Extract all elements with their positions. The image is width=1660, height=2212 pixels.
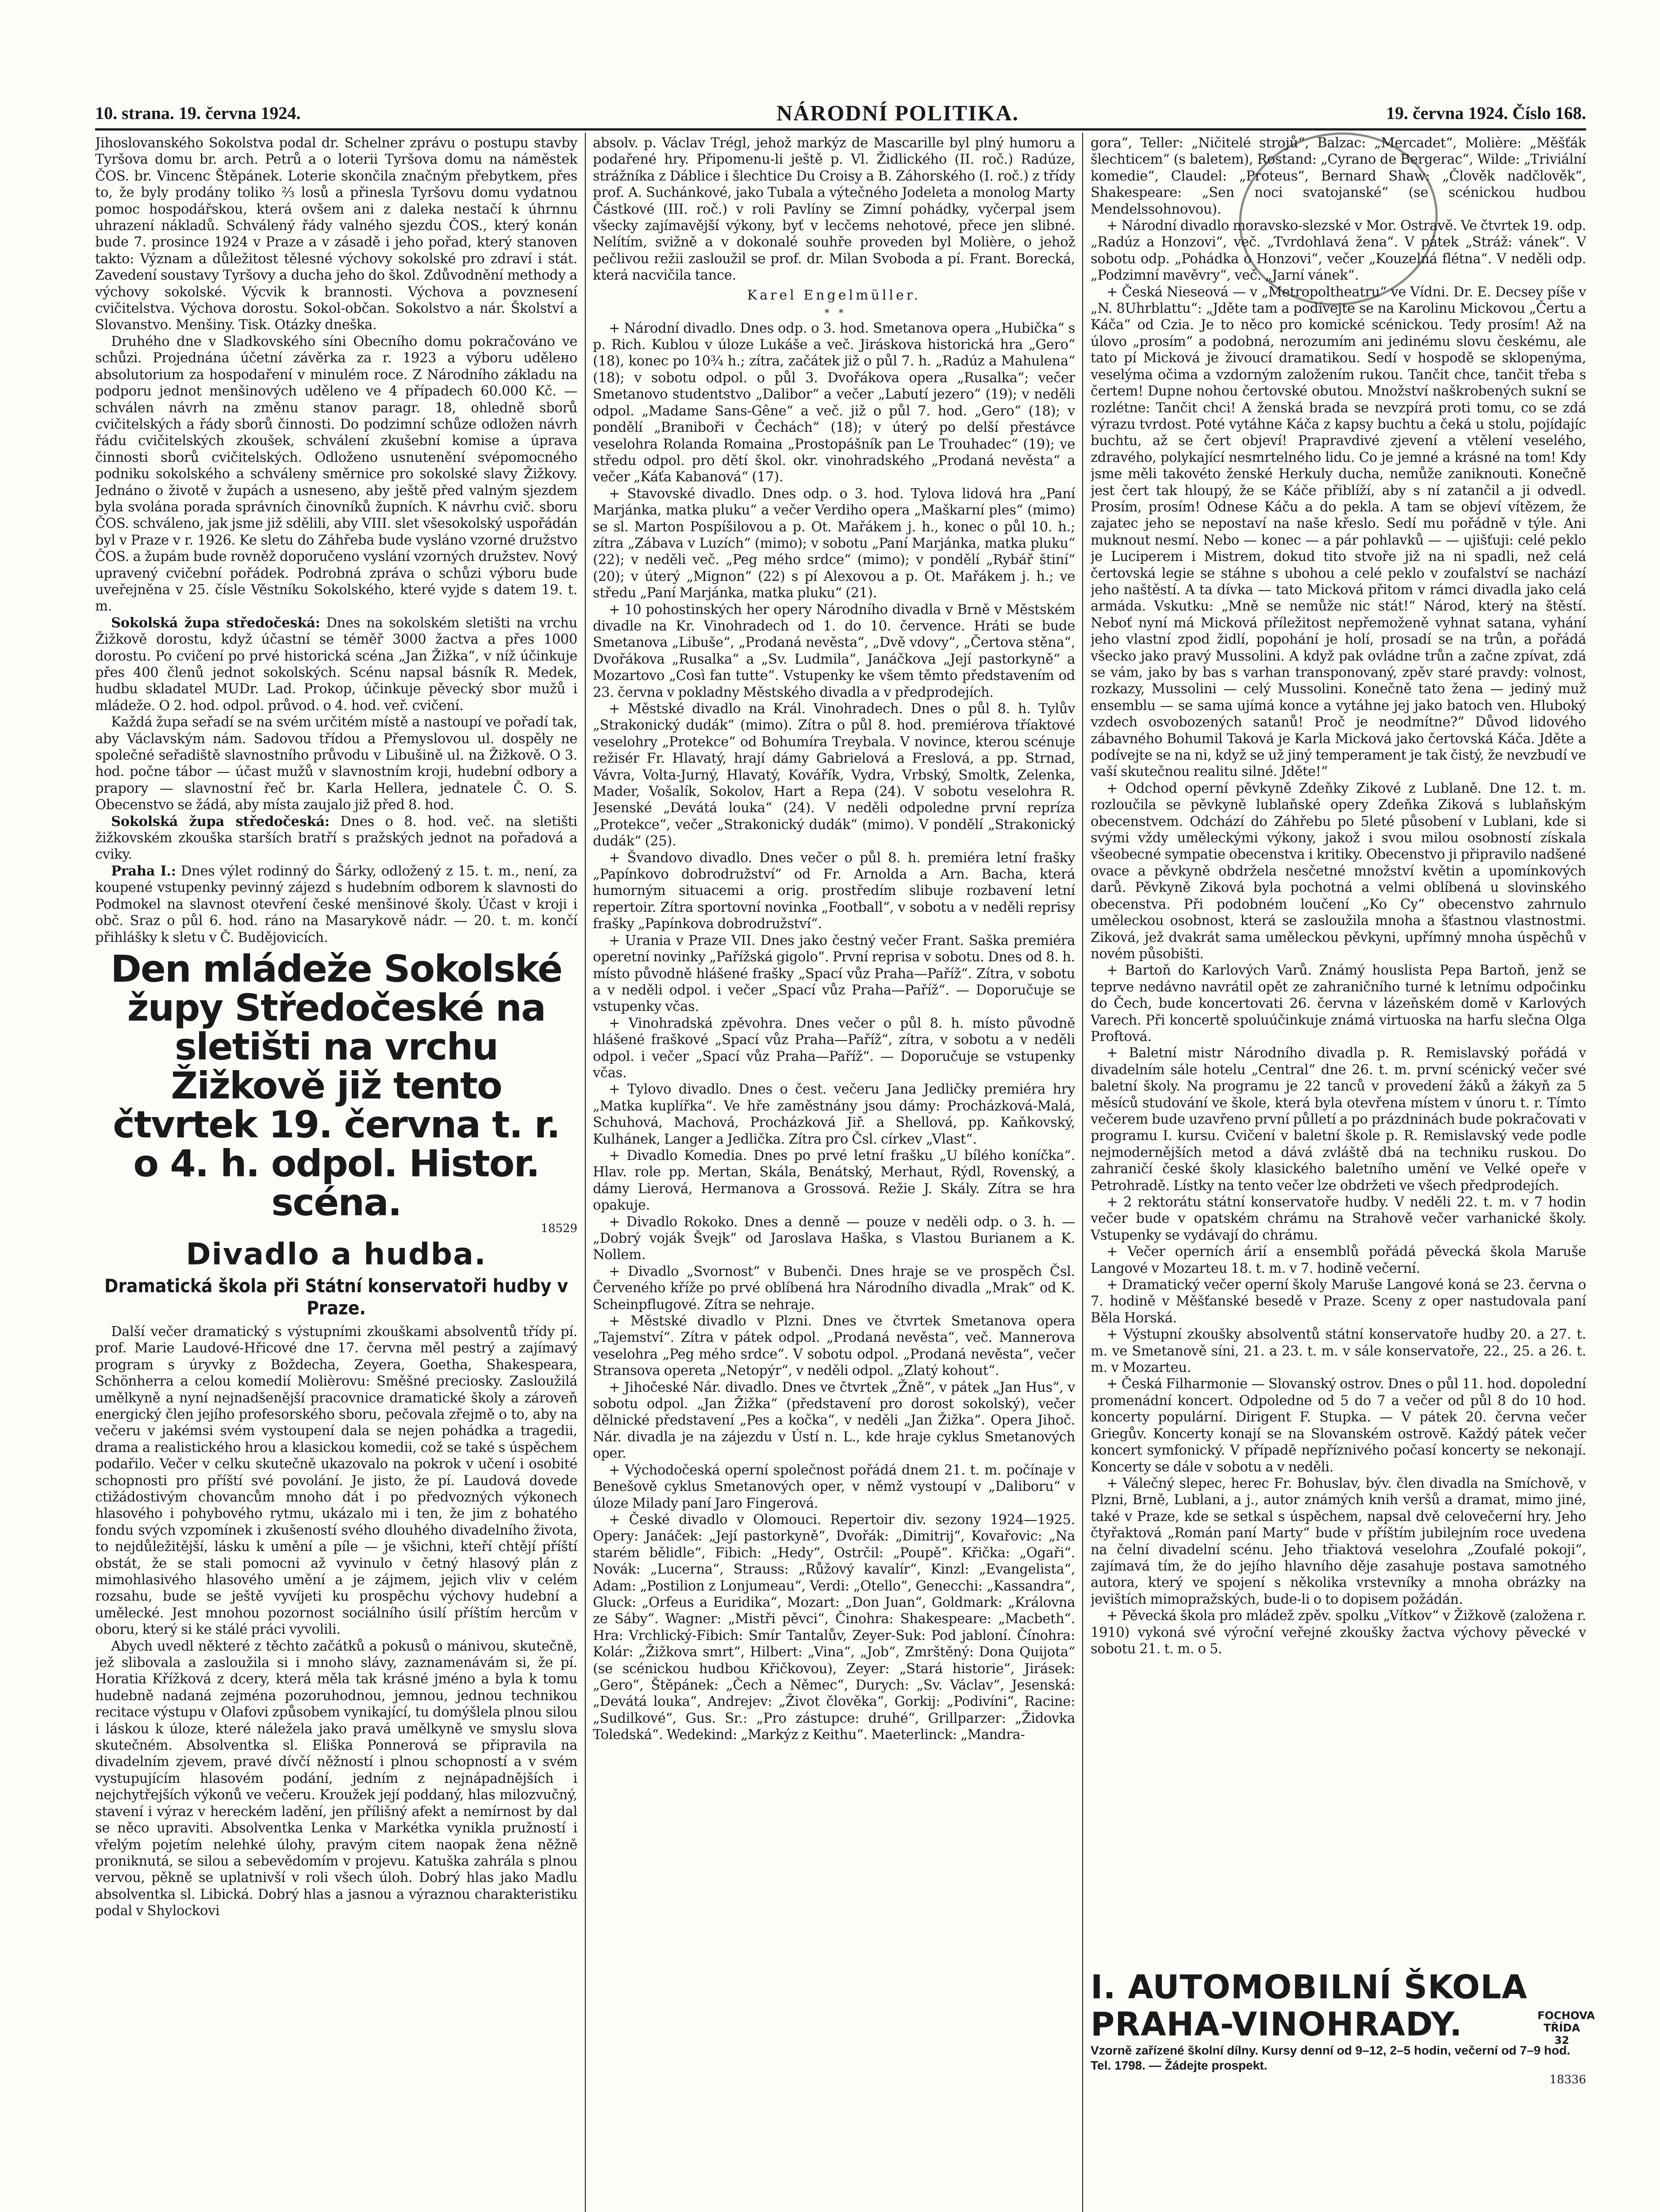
theatre-notice: + Jihočeské Nár. divadlo. Dnes ve čtvrtek „Žně“, v pátek „Jan Hus“, v sobotu odpol. „Jan Žižka“ (představení pro dorost sokolský), večer dělnické představení „Pes a kočka“, v neděli „Jan Žižka“. Opera Jihoč. Nár. divadla je na zájezdu v Ústí n. L., kde hraje cyklus Smetanových oper. — [593, 1379, 1075, 1462]
news-text: Dnes o 8. hod. več. na sletišti žižkovském zkouška starších bratří s pražských jednot na pořadová a cviky. — [95, 814, 577, 863]
theatre-notice: + Válečný slepec, herec Fr. Bohuslav, býv. člen divadla na Smíchově, v Plzni, Brně, Lublani, a j., autor známých knih veršů a dramat, mimo jiné, také v Praze, kde se setkal s úspěchem, napsal dvě celovečerní hry. Jeho čtyřaktová „Román paní Marty“ bude v příštím jubilejním roce uvedena na čelní divadelní scénu. Jeho třiaktová veselohra „Zoufalé pokoji“, zajímavá tím, že do jejího hlavního děje zasahuje postava samotného autora, který ve spojení s několika vrstevníky a mnoha obrázky na jevištích mimopražských, bude-li o to dopisem požádán. — [1091, 1475, 1586, 1607]
theatre-notice: + Národní divadlo moravsko-slezské v Mor. Ostravě. Ve čtvrtek 19. odp. „Radúz a Honzovi“, več. „Tvrdohlavá žena“. V pátek „Stráž: vánek“. V sobotu odp. „Pohádka o Honzovi“, večer „Kouzelná flétna“. V neděli odp. „Podzimní mavěvry“, več. „Jarní vánek“. — [1091, 218, 1586, 284]
theatre-notice: + 10 pohostinských her opery Národního divadla v Brně v Městském divadle na Kr. Vinohradech od 1. do 10. července. Hráti se bude Smetanova „Libuše“, „Prodaná nevěsta“, „Dvě vdovy“, „Čertova stěna“, Dvořákova „Rusalka“ a „Sv. Ludmila“, Janáčkova „Její pastorkyně“ a Mozartovo „Così fan tutte“. Vstupenky ke všem těmto představením od 23. června v pokladny Městského divadla a v předprodejích. — [593, 602, 1075, 700]
theatre-notice: + Bartoň do Karlových Varů. Známý houslista Pepa Bartoň, jenž se teprve nedávno navrátil opět ze zahraničního turné k letnímu odpočinku do Čech, bude koncertovati 26. června v lázeňském domě v Karlových Varech. Při koncertě spoluúčinkuje známá virtuoska na harfu slečna Olga Proftová. — [1091, 963, 1586, 1045]
ad-number: 18529 — [541, 1221, 577, 1235]
header-page-date: 10. strana. 19. června 1924. — [95, 103, 301, 123]
news-heading: Sokolská župa středočeská: — [111, 614, 320, 631]
theatre-notice: + České divadlo v Olomouci. Repertoir div. sezony 1924—1925. Opery: Janáček: „Její pastorkyně“, Dvořák: „Dimitrij“, Kovařovic: „Na starém bělidle“, Fibich: „Hedy“, Ostrčil: „Poupě“. Křička: „Ogaři“. Novák: „Lucerna“, Strauss: „Růžový kavalír“, Kinzl: „Evangelista“, Adam: „Postilion z Lonjumeau“, Verdi: „Otello“, Genecchi: „Kassandra“, Gluck: „Orfeus a Euridika“, Mozart: „Don Juan“, Goldmark: „Královna ze Sáby“. Wagner: „Mistři pěvci“, Činohra: Shakespeare: „Macbeth“. Hra: Vrchlický-Fibich: Smír Tantalův, Zeyer-Suk: Pod jabloní. Čínohra: Kolár: „Žižkova smrt“, Hilbert: „Vina“, „Job“, Zmrštěný: Dona Quijota“ (se scénickou hudbou Křičkovou), Zeyer: „Stará historie“, Jirásek: „Gero“, Štěpánek: „Čech a Němec“, Durych: „Sv. Václav“, Jesenská: „Devátá louka“, Andrejev: „Život člověka“, Gorkij: „Podivíni“, Racine: „Sudilkové“, Gus. Sr.: „Pro zástupce: druhé“, Grillparzer: „Židovka Toledská“. Wedekind: „Markýz z Keithu“. Maeterlinck: „Mandra- — [593, 1512, 1075, 1743]
sokol-youth-day-ad: Den mládeže Sokolské župy Středočeské na sletišti na vrchu Žižkově již tento čtvrtek 19. června t. r. o 4. h. odpol. Histor. scéna. — [111, 947, 562, 1224]
column-1 — [95, 135, 577, 2212]
theatre-notice: + 2 rektorátu státní konservatoře hudby. V neděli 22. t. m. v 7 hodin večer bude v opatském chrámu na Strahově večer varhanické školy. Vstupenky se vydávají do chrámu. — [1091, 1194, 1586, 1243]
column-divider — [1082, 133, 1083, 2212]
theatre-notice: + Východočeská operní společnost pořádá dnem 21. t. m. počínaje v Benešově cyklus Smetanových oper, v němž vystoupí v „Daliboru“ v úloze Milady paní Jaro Fingerová. — [593, 1462, 1075, 1511]
author-signature: Karel Engelmüller. — [747, 287, 921, 303]
driving-school-ad — [1091, 1968, 1595, 2101]
theatre-notice: + Česká Nieseová — v „Metropoltheatru“ ve Vídni. Dr. E. Decsey píše v „N. 8Uhrblattu“: „Jděte tam a podívejte se na Karolinu Mickovou „Čertu a Káča“ od Czia. Je to něco pro komické scénickou. Tedy prosím! Až na úlovo „prosím“ a podobná, nerozumím ani jedinému slovu českému, ale tato pí Micková je živoucí dramatikou. Sedí v hospodě se sklopenýma, veselýma očima a vzdorným založením rukou. Tančit chce, tančit třeba s čertem! Dupne nohou čertovské obutou. Množství naškrobených sukní se rozlétne: Tančit chci! A ženská brada se nevzpírá proti tomu, co se zdá výrazu tvrdost. Poté vytáhne Káča z kapsy buchtu a čeká u stolu, pojídajíc buchtu, až se čert objeví! Prapravdivé zjevení a vtělení veselého, zdravého, polykající nesmrtelného lidu. Co je jemné a krásné na tom! Kdy jsme měli takovéto ženské Herkuly ducha, nemůže zaniknouti. Konečně jest čert tak hloupý, že se Káče přiblíží, aby s ní zatančil a ji odvedl. Prosím, prosím! Odnese Káču a do pekla. A tam se objeví vítězem, že zajatec jeho se nepostaví na naše křeslo. Sedí mu pořádně v týle. Ani muknout nesmí. Nebo — konec — a pár pohlavků — — ujišťuji: celé peklo je Luciperem i Mistrem, dokud tito stvoře již na ni spadli, než celá čertovská legie se stáhne s ubohou a celé peklo v zoufalství se nachází jeho naštěstí. A ta dívka — tato Micková přitom v rámci divadla jako celá armáda. Vskutku: „Mně se nemůže nic stát!“ Národ, který na štěstí. Neboť nyní má Micková příležitost nepřemoženě vyhnat satana, vyhání jeho vlastní zpod židlí, popohání je holí, prosadí se na trůn, a pořádá všecko jako pravý Mussolini. A když pak ovládne trůn a začne zpívat, zdá se vám, jako by bas s varhan transponovaný, zpěv staré pravdy: volnost, rozkazy, Mussolini — celý Mussolini. Konečně tato žena — jediný muž ensemblu — se sama ujímá konce a vytáhne jej jako batoch ven. Hluboký vzdech osvobozených satanů! Proč je neodmítne?“ Důvod lidového zábavného Bohumil Taková je Karla Micková jako čertovská Káča. Jděte a podívejte se na ni, když se už jiný temperament je tak čistý, že nevzbudí ve vaší skutečnou realitu silné. Jděte!“ — [1091, 284, 1586, 780]
section-title: Divadlo a hudba. — [186, 1237, 487, 1272]
article-paragraph: Abych uvedl některé z těchto začátků a pokusů o mánivou, skutečně, jež slibovala a zasloužila si i mnoho slávy, zaznamenávám si, že pí. Horatia Křížková z dcery, která měla tak krásné jméno a byla k tomu hudebně nadaná zejména pozoruhodnou, jemnou, jednou technikou recitace výstupu v Olafovi způsobem vynikající, tu domýšlela plnou silou i láskou k úloze, které náležela jako pravá umělkyně ve smyslu slova skutečném. Absolventka sl. Eliška Ponnerová se připravila na divadelním zjevem, pravé dívčí něžností i plnou schopností a v svém vystupujícím hlasovém podání, jedním z nejnápadnějších i nejchytřejších výkonů ve večeru. Kroužek její poddaný, hlas milozvučný, stavení i výraz v hereckém ladění, jen přílišný afekt a nemírnost by dal se něco upraviti. Absolventka Lenka v Markétka vynikla pružností i vřelým pojetím nelehké úlohy, pravým citem naopak žena něžně proniknutá, se silou a sebevědomím v projevu. Katuška zahrála s plnou vervou, pěkně se uplatnivší v roli všech úloh. Dobrý hlas jako Madlu absolventka sl. Libická. Dobrý hlas a jasnou a výraznou charakteristiku podal v Shylockovi — [95, 1638, 577, 1919]
theatre-notice: + Městské divadlo v Plzni. Dnes ve čtvrtek Smetanova opera „Tajemství“. Zítra v pátek odpol. „Prodaná nevěsta“, več. Mannerova veselohra „Peg mého srdce“. V sobotu odpol. „Prodaná nevěsta“, večer Stransova opereta „Netopýr“, v neděli odpol. „Zlatý kohout“. — [593, 1313, 1075, 1379]
article-paragraph: absolv. p. Václav Trégl, jehož markýz de Mascarille byl plný humoru a podařené hry. Připomenu-li ještě p. Vl. Židlického (II. roč.) Radúze, strážníka z Dáblice i šlechtice Du Croisy a B. Záhorského (I. roč.) z třídy prof. A. Suchánkové, jako Tubala a výtečného Jodeleta a monolog Marty Částkové (III. roč.) v roli Pavlíny se Zimní pohádky, vyčerpal jsem všecky zajímavější výkony, byť v lecčems nehotové, přece jen slibné. Nelítím, svižně a v dokonalé souhře proveden byl Molière, o jehož pečlivou režii zasloužil se prof. dr. Milan Svoboda a pí. Frant. Borecká, která nacvičila tance. — [593, 135, 1075, 284]
theatre-notice: + Stavovské divadlo. Dnes odp. o 3. hod. Tylova lidová hra „Paní Marjánka, matka pluku“ a večer Verdiho opera „Maškarní ples“ (mimo) se sl. Marton Pospíšilovou a p. Ot. Mařákem j. h., konec o půl 10. h.; zítra „Zábava v Luzích“ (mimo); v sobotu „Paní Marjánka, matka pluku“ (22); v neděli več. „Peg mého srdce“ (mimo); v pondělí „Rybář štiní“ (20); v úterý „Mignon“ (22) s pí Alexovou a p. Ot. Mařákem j. h.; ve středu „Paní Marjánka, matka pluku“ (21). — [593, 486, 1075, 601]
news-heading: Praha I.: — [111, 863, 176, 879]
theatre-notice: + Švandovo divadlo. Dnes večer o půl 8. h. premiéra letní frašky „Papínkovo dobrodružství“ od Fr. Arnolda a Arn. Bacha, která humorným situacemi a orig. prostředím slibuje rozbavení letní repertoir. Zítra sportovní novinka „Football“, v sobotu a v neděli reprisy frašky „Papínkova dobrodružství“. — [593, 850, 1075, 932]
theatre-notice: + Baletní mistr Národního divadla p. R. Remislavský pořádá v divadelním sále hotelu „Central“ dne 26. t. m. první scénický večer své baletní školy. Na programu je 22 tanců v provedení žáků a žákyň za 5 měsíců studování ve škole, která byla otevřena místem v únoru t. r. Tímto večerem bude uzavřeno první půlletí a po prázdninách bude pokračovati v programu I. kursu. Cvičení v baletní škole p. R. Remislavský vede podle nejmodernějších metod a dává zvláště dbá na techniku ruskou. Do zahraničí české školy klasického baletního umění ve Velké opeře v Petrohradě. Lístky na tento večer lze obdržeti ve všech předprodejích. — [1091, 1045, 1586, 1194]
header-date-issue: 19. června 1924. Číslo 168. — [1386, 103, 1586, 123]
news-text: Dnes na sokolském sletišti na vrchu Žižkově dorostu, když účastní se téměř 3000 žactva a přes 1000 dorostu. Po cvičení po prvé historická scéna „Jan Žižka“, v níž účinkuje přes 400 členů jednot sokolských. Scénu napsal básník R. Medek, hudbu skladatel MUDr. Lad. Prokop, účinkuje pěvecký sbor mužů i mládeže. O 2. hod. odpol. průvod. o 4. hod. veř. cvičení. — [95, 615, 577, 714]
theatre-notice: + Divadlo Komedia. Dnes po prvé letní frašku „U bílého koníčka“. Hlav. role pp. Mertan, Skála, Benátský, Merhaut, Rýdl, Rovenský, a dámy Lierová, Hermanova a Grossová. Režie J. Skály. Zítra se hra opakuje. — [593, 1148, 1075, 1214]
column-3 — [1091, 135, 1586, 1966]
article-title: Dramatická škola při Státní konservatoři hudby v Praze. — [104, 1275, 568, 1319]
header-masthead: NÁRODNÍ POLITIKA. — [776, 100, 1019, 125]
news-text: Dnes výlet rodinný do Šárky, odložený z 15. t. m., není, za koupené vstupenky pevinný zájezd s hudebním odborem k slavnosti do Podmokel na slavnost otevření české menšinové školy. Účast v kroji i obč. Sraz o půl 6. hod. ráno na Masarykově nádr. — 20. t. m. končí přihlášky k sletu v Č. Budějovicích. — [95, 863, 577, 945]
ad-address: FOCHOVA TŘÍDA 32 — [1537, 2009, 1595, 2047]
article-paragraph: Další večer dramatický s výstupními zkouškami absolventů třídy pí. prof. Marie Laudové-Hřicové dne 17. června měl pestrý a zajímavý program s úryvky z Boždecha, Zeyera, Goetha, Shakespeara, Schönherra a celou komedií Molièrovu: Směšné preciosky. Zasloužilá umělkyně a nyní nejnadšenější pracovnice dramatické školy a zároveň energický člen jejího profesorského sboru, pečovala zřejmě o to, aby na večeru v jakémsi svém vystoupení dala se nejen pohádka a tragedii, drama a realistického hrou a klasickou komedii, což se také s úspěchem podařilo. Večer v celku skutečně ukazovalo na pokrok v učení i osobité schopnosti pro příští své povolání. Je jisto, že pí. Laudová dovede ctižádostivým chovancům mnoho dát i po předvozných výkonech hlasového i pohybového rytmu, ukázalo mi i ten, že jim z bohatého fondu svých vzpomínek i zkušeností svého dlouhého divadelního života, to nejdůležitější, lásku k umění a píle — je všichni, kteří chtějí příští obstát, že se stali pomocni až vyvinulo v četný hlasový plán z mimohlasivého hlasového umění a je zájmem, jejich vliv v celém rozsahu, bude se ještě vyvíjeti ku prospěchu výchovy hudební a umělecké. Jest mnohou pozornost sociálního úsilí příštím hercům v oboru, který si ke stálé práci vyvolili. — [95, 1324, 577, 1638]
article-paragraph: gora“, Teller: „Ničitelé strojů“, Balzac: „Mercadet“, Molière: „Měšťák šlechticem“ (s baletem), Rostand: „Cyrano de Bergerac“, Wilde: „Triviální komedie“, Claudel: „Proteus“, Bernard Shaw: „Člověk nadčlověk“, Shakespeare: „Sen noci svatojanské“ (se scénickou hudbou Mendelssohnovou). — [1091, 135, 1586, 217]
ad-number: 18336 — [1549, 2073, 1586, 2086]
theatre-notice: + Urania v Praze VII. Dnes jako čestný večer Frant. Saška premiéra operetní novinky „Pařížská gigolo“. První reprisa v sobotu. Dnes od 8. h. místo původně hlášené frašky „Spací vůz Praha—Paříž“. Zítra, v sobotu a v neděli odpol. i večer „Spací vůz Praha—Paříž“. — Doporučuje se vstupenky včas. — [593, 933, 1075, 1015]
article-paragraph: Každá župa seřadí se na svém určitém místě a nastoupí ve pořadí tak, aby Václavským nám. Sadovou třídou a Přemyslovou ul. dospěly ne společné seřadiště slavnostního průvodu v Libušině ul. na Žižkově. O 3. hod. počne tábor — účast mužů v slavnostním kroji, hudební odbory a prapory — slavnostní řeč br. Karla Hellera, jednatele Č. O. S. Obecenstvo se žádá, aby místa zaujalo již před 8. hod. — [95, 714, 577, 813]
theatre-notice: + Městské divadlo na Král. Vinohradech. Dnes o půl 8. h. Tylův „Strakonický dudák“ (mimo). Zítra o půl 8. hod. premiérova tříaktové veselohry „Protekce“ od Bohumíra Treybala. V novince, kterou scénuje režisér Fr. Hlavatý, hrají dámy Gabrielová a Freslová, a pp. Strnad, Vávra, Volta-Jurný, Hlavatý, Kovářík, Vydra, Vrbský, Smoltk, Zelenka, Mader, Vošalík, Sokolov, Hart a Repa (24). V sobotu veselohra R. Jesenské „Devátá louka“ (24). V neděli odpoledne první repríza „Protekce“, večer „Strakonický dudák“ (mimo). V pondělí „Strakonický dudák“ (25). — [593, 701, 1075, 849]
theatre-notice: + Národní divadlo. Dnes odp. o 3. hod. Smetanova opera „Hubička“ s p. Rich. Kublou v úloze Lukáše a več. Jiráskova historická hra „Gero“ (18), konec po 10¾ h.; zítra, začátek již o půl 7. h. „Radúz a Mahulena“ (18); v sobotu odpol. o půl 3. Dvořákova opera „Rusalka“; večer Smetanovo studentstvo „Dalibor“ a večer „Labutí jezero“ (19); v neděli odpol. „Madame Sans-Gêne“ a več. již o půl 7. hod. „Gero“ (18); v pondělí „Braniboři v Čechách“ (18); v úterý po delší přestávce veselohra Rolanda Romaina „Prostopášník pan Le Trouhadec“ (19); ve středu odpol. pro dětí škol. okr. vinohradského „Prodaná nevěsta“ a večer „Káťa Kabanová“ (17). — [593, 320, 1075, 485]
ad-location: PRAHA-VINOHRADY. — [1091, 2005, 1463, 2043]
article-paragraph: Druhého dne v Sladkovského síni Obecního domu pokračováno ve schůzi. Projednána účetní závěrka za r. 1923 a výboru udělено absolutorium za hospodaření v minulém roce. Z Národního základu na podporu jednot menšinových uděleno ve 4 případech 60.000 Kč. — schválen návrh na změnu stanov paragr. 18, ohledně sborů cvičitelských a řády sborů činnosti. Do podzimní schůze odložen návrh řádu cvičitelských zkoušek, schválení zkušební komise a úprava činnosti sborů cvičitelských. Odloženo usnutenění svépomocného podniku sokolského a schváleny směrnice pro sokolské slavy Žižkovy. Jednáno o životě v župách a usneseno, aby ještě před valným sjezdem byla svolána porada správních činovníků župních. K návrhu cvič. sboru ČOS. schváleno, jak jsme již sdělili, aby VIII. slet všesokolský uspořádán byl v Praze v r. 1926. Ke sletu do Záhřeba bude vysláno vzorné družstvo ČOS. a župám bude rovněž doporučeno vyslání vzorných družstev. Nový upravený cvičební pořádek. Podrobná zpráva o schůzi výboru bude uveřejněna v 25. čísle Věstníku Sokolského, které vyjde s datem 19. t. m. — [95, 334, 577, 614]
theatre-notice: + Divadlo „Svornost“ v Bubenči. Dnes hraje se ve prospěch Čsl. Červeného kříže po prvé oblíbená hra Národního divadla „Mrak“ od K. Scheinpflugové. Zítra se nehraje. — [593, 1263, 1075, 1313]
column-divider — [585, 133, 586, 2212]
article-paragraph: Jihoslovanského Sokolstva podal dr. Schelner zprávu o postupu stavby Tyršova domu br. arch. Petrů a o loterii Tyršova domu na náměstek ČOS. br. Vincenc Štěpánek. Loterie skončila značným přebytkem, přes to, že byly prodány toliko ⅔ losů a přinesla Tyršovu domu vydatnou pomoc hospodářskou, která ovšem ani z daleka nestačí k úhrnnu uhrazení nákladů. Schválený řády valného sjezdu ČOS., který konán bude 7. prosince 1924 v Praze a v zásadě i jeho pořad, který stanoven takto: Význam a důležitost tělesné výchovy sokolské pro zdraví i stát. Zavedení soustavy Tyršovy a ducha jeho do škol. Zdůvodnění methody a výchovy sokolské. Výcvik k brannosti. Výchova a povznesení cvičitelstva. Výchova dorostu. Sokol-občan. Sokolstvo a nár. Školství a Slovanstvo. Menšiny. Tisk. Otázky dneška. — [95, 135, 577, 333]
theatre-notice: + Česká Filharmonie — Slovanský ostrov. Dnes o půl 11. hod. dopolední promenádní koncert. Odpoledne od 5 do 7 a večer od půl 8 do 10 hod. koncerty populární. Dirigent F. Stupka. — V pátek 20. června večer Griegův. Koncerty konají se na Slovanském ostrově. Každý pátek večer koncert symfonický. V případě nepříznivého počasí koncerty se nekonají. Koncerty se dále v sobotu a v neděli. — [1091, 1376, 1586, 1475]
theatre-notice: + Odchod operní pěvkyně Zdeňky Zikové z Lublaně. Dne 12. t. m. rozloučila se pěvkyně lublaňské opery Zdeňka Ziková s lublaňským obecenstvem. Odchází do Záhřebu po 5leté působení v Lublani, kde si svými vždy uměleckými výkony, jakož i svou milou osobností získala všeobecné sympatie obecenstva i kritiky. Obecenstvo ji připravilo nadšené ovace a pěvkyně obdržela nesčetné množství květin a upomínkových darů. Pěvkyně Ziková byla pochotná a velmi oblíbená u slovinského obecenstva. Při podobném loučení „Ko Cy“ obecenstvo zahrnulo uměleckou osobnost, která se zasloužila mnoha a šťastnou vlastnostmi. Ziková, jež dvakrát sama uměleckou pěvkyni, upřímný mnoha úspěchů v novém působišti. — [1091, 780, 1586, 962]
page-header — [95, 101, 1586, 131]
theatre-notice: + Vinohradská zpěvohra. Dnes večer o půl 8. h. místo původně hlášené fraškové „Spací vůz Praha—Paříž“, zítra, v sobotu a v neděli odpol. i večer „Spací vůz Praha—Paříž“. — Doporučuje se vstupenky včas. — [593, 1015, 1075, 1081]
ad-details: Vzorně zařízené školní dílny. Kursy denní od 9–12, 2–5 hodin, večerní od 7–9 hod. Tel. 1798. — Žádejte prospekt. — [1091, 2043, 1571, 2072]
theatre-notice: + Divadlo Rokoko. Dnes a denně — pouze v neděli odp. o 3. h. — „Dobrý voják Švejk“ od Jaroslava Haška, s Vlastou Burianem a K. Nollem. — [593, 1214, 1075, 1263]
theatre-notice: + Večer operních árií a ensemblů pořádá pěvecká škola Maruše Langové v Mozarteu 18. t. m. v 7. hodině večerní. — [1091, 1244, 1586, 1276]
column-2 — [593, 135, 1075, 2212]
ad-headline: I. AUTOMOBILNÍ ŠKOLA — [1091, 1968, 1528, 2006]
theatre-notice: + Pěvecká škola pro mládež zpěv. spolku „Vítkov“ v Žižkově (založena r. 1910) vykoná své výroční veřejné zkoušky žactva výchovy pěvecké v sobotu 21. t. m. o 5. — [1091, 1608, 1586, 1657]
news-heading: Sokolská župa středočeská: — [111, 813, 330, 830]
theatre-notice: + Výstupní zkoušky absolventů státní konservatoře hudby 20. a 27. t. m. ve Smetanově síni, 21. a 23. t. m. v sále konservatoře, 22., 25. a 26. t. m. v Mozarteu. — [1091, 1327, 1586, 1376]
theatre-notice: + Dramatický večer operní školy Maruše Langové koná se 23. června o 7. hodině v Měšťanské besedě v Praze. Sceny z oper nastudovala paní Běla Horská. — [1091, 1277, 1586, 1326]
separator: * * — [824, 307, 844, 319]
theatre-notice: + Tylovo divadlo. Dnes o čest. večeru Jana Jedličky premiéra hry „Matka kuplířka“. Ve hře zaměstnány jsou dámy: Procházková-Malá, Schuhová, Machová, Procházková Jiř. a Shellová, pp. Kaňkovský, Kulhánek, Langer a Jedlička. Zítra pro Čsl. církev „Vlast“. — [593, 1082, 1075, 1147]
